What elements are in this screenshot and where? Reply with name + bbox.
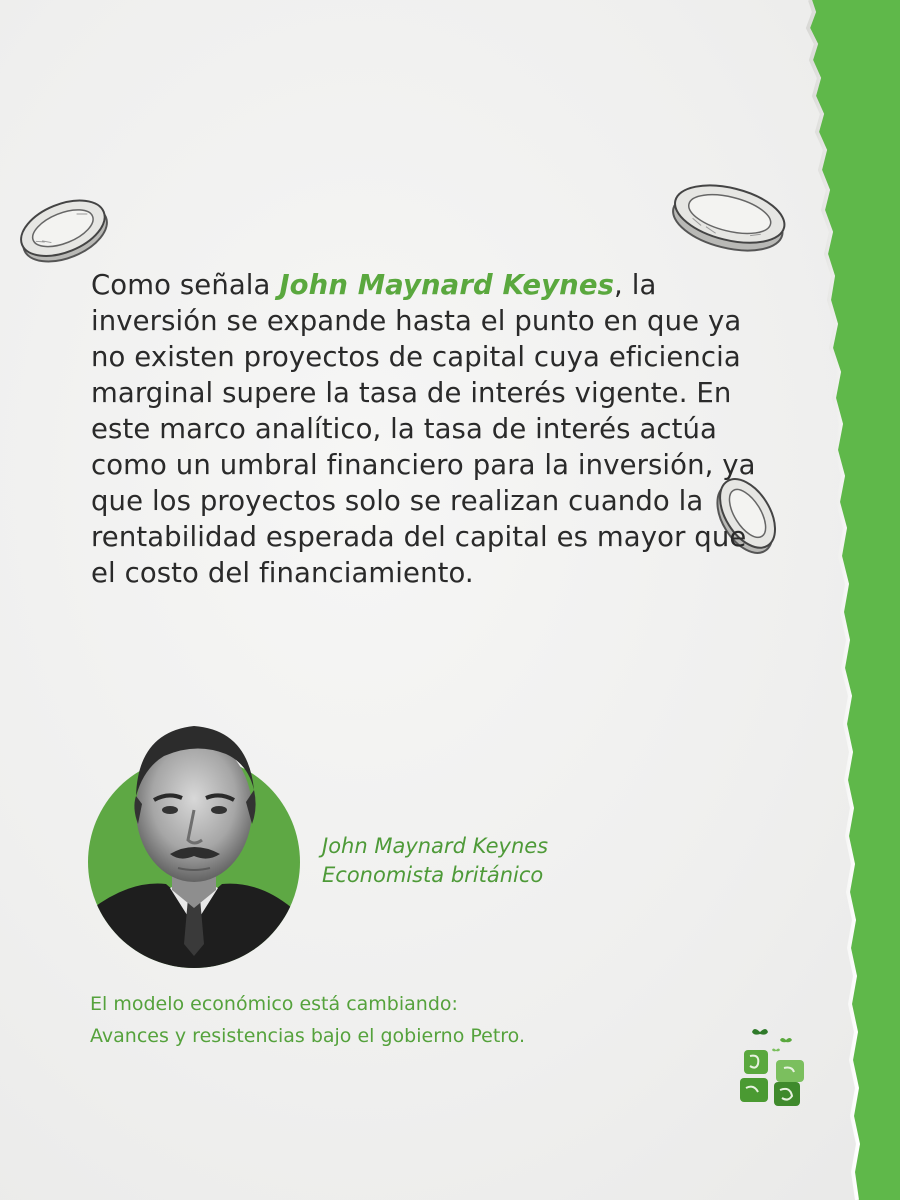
footer-line-1: El modelo económico está cambiando: [90, 993, 458, 1015]
footer-text [90, 988, 525, 1052]
coin-icon [12, 190, 116, 272]
quote-body: , la inversión se expande hasta el punto en que ya no existen proyectos de capital cuya eficiencia marginal supere la tasa de interés vigente. En este marco analítico, la tasa de interés actúa como un umbral financiero para la inversión, ya que los proyectos solo se realizan cuando la rentabilidad esperada del capital es mayor que el costo del financiamiento. [91, 269, 756, 589]
quote-author-highlight: John Maynard Keynes [279, 269, 615, 301]
caption-name: John Maynard Keynes [322, 834, 549, 858]
footer-line-2: Avances y resistencias bajo el gobierno Petro. [90, 1025, 526, 1047]
coin-icon [664, 172, 794, 262]
caption-role: Economista británico [322, 863, 544, 887]
portrait-photo [88, 712, 302, 968]
quote-prefix: Como señala [91, 269, 280, 301]
quote-paragraph [91, 267, 771, 591]
butterfly-logo-icon [736, 1024, 810, 1110]
portrait-caption [322, 832, 548, 890]
